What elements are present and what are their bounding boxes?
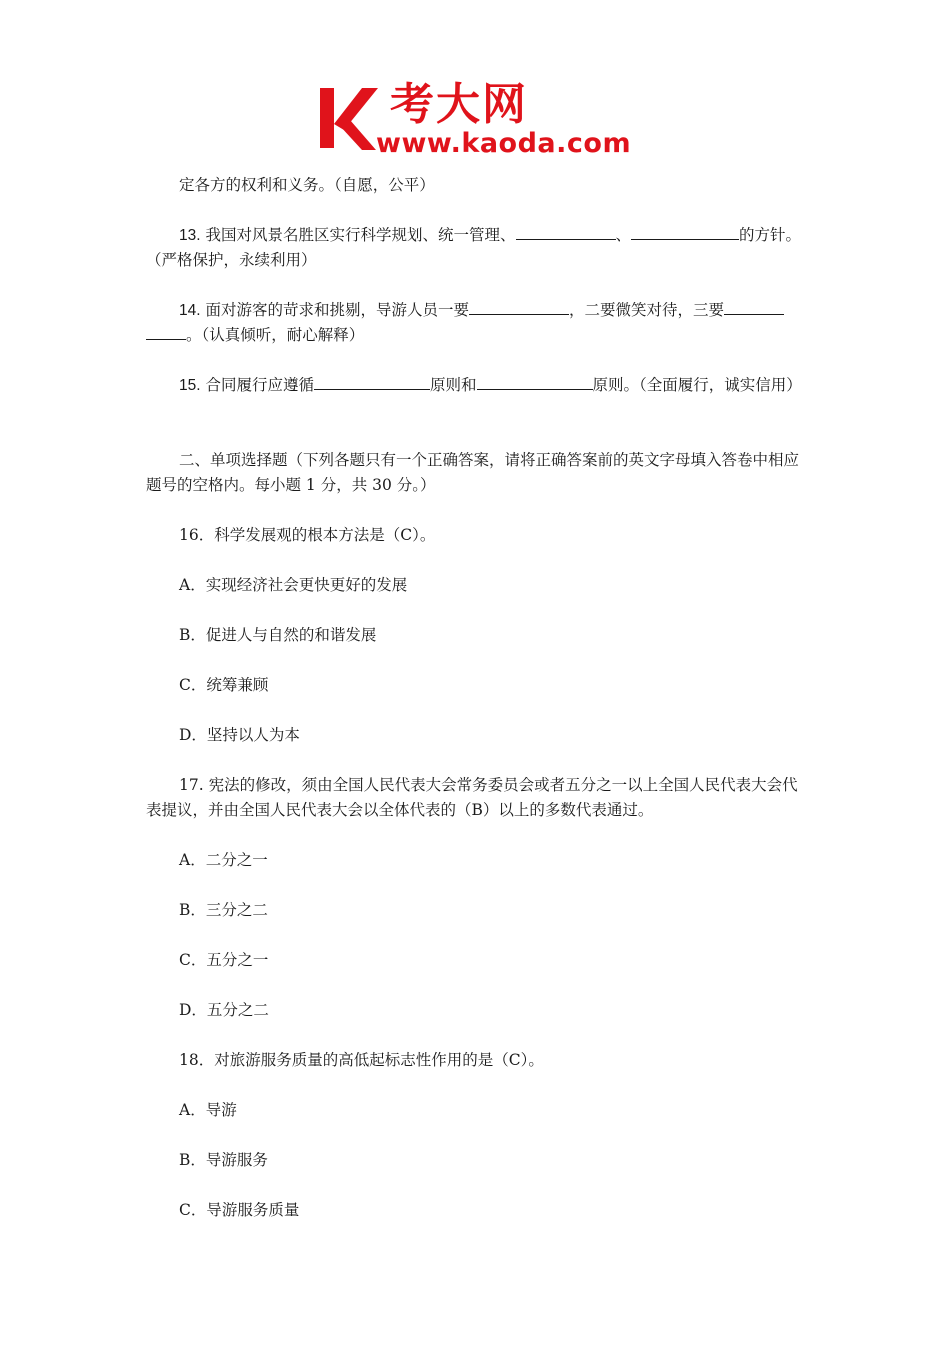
q17-option-d: D．五分之二 [179, 1001, 269, 1019]
q14-text-b: ，二要微笑对待，三要 [569, 301, 725, 319]
q15-blank-1 [314, 373, 430, 390]
q17-option-a: A．二分之一 [179, 851, 268, 869]
question-17-stem: 17. 宪法的修改，须由全国人民代表大会常务委员会或者五分之一以上全国人民代表大会代表提议，并由全国人民代表大会以全体代表的（B）以上的多数代表通过。 [146, 776, 798, 819]
q15-text-c: 原则。（全面履行，诚实信用） [592, 376, 802, 394]
q18-option-b: B．导游服务 [179, 1151, 268, 1169]
question-14 [146, 298, 810, 348]
q13-blank-1 [516, 223, 616, 240]
kaoda-logo [318, 80, 638, 160]
q16-option-c: C．统筹兼顾 [179, 676, 269, 694]
q14-number: 14. [179, 302, 201, 319]
section-heading-single-choice: 二、单项选择题（下列各题只有一个正确答案，请将正确答案前的英文字母填入答卷中相应题号的空格内。每小题 1 分，共 30 分。） [146, 451, 800, 494]
q14-blank-2-cont [146, 323, 186, 340]
q13-text-a: 我国对风景名胜区实行科学规划、统一管理、 [200, 226, 516, 244]
question-18-stem: 18．对旅游服务质量的高低起标志性作用的是（C）。 [179, 1051, 544, 1069]
q13-blank-2 [631, 223, 739, 240]
logo-brand-text: 考大网 [390, 79, 528, 130]
q13-text-b: 的方针。（严格保护，永续利用） [146, 226, 802, 269]
q13-number: 13. [179, 227, 201, 244]
question-13 [146, 223, 810, 273]
q18-option-a: A．导游 [179, 1101, 237, 1119]
q15-text-a: 合同履行应遵循 [200, 376, 314, 394]
q14-blank-2 [724, 298, 784, 315]
q15-number: 15. [179, 377, 201, 394]
q16-option-a: A．实现经济社会更快更好的发展 [179, 576, 408, 594]
q15-text-b: 原则和 [430, 376, 477, 394]
q14-text-a: 面对游客的苛求和挑剔，导游人员一要 [200, 301, 469, 319]
question-15 [146, 373, 810, 398]
q13-separator: 、 [615, 226, 632, 244]
q16-option-d: D．坚持以人为本 [179, 726, 300, 744]
logo-k-mark [318, 84, 380, 152]
q15-blank-2 [477, 373, 593, 390]
q17-option-c: C．五分之一 [179, 951, 269, 969]
q17-option-b: B．三分之二 [179, 901, 268, 919]
paragraph-continuation: 定各方的权利和义务。（自愿，公平） [179, 176, 435, 194]
q18-option-c: C．导游服务质量 [179, 1201, 300, 1219]
q14-blank-1 [469, 298, 569, 315]
q16-option-b: B．促进人与自然的和谐发展 [179, 626, 377, 644]
question-16-stem: 16．科学发展观的根本方法是（C）。 [179, 526, 436, 544]
q14-text-c: 。（认真倾听，耐心解释） [186, 326, 365, 344]
logo-url-text: www.kaoda.com [376, 128, 632, 159]
